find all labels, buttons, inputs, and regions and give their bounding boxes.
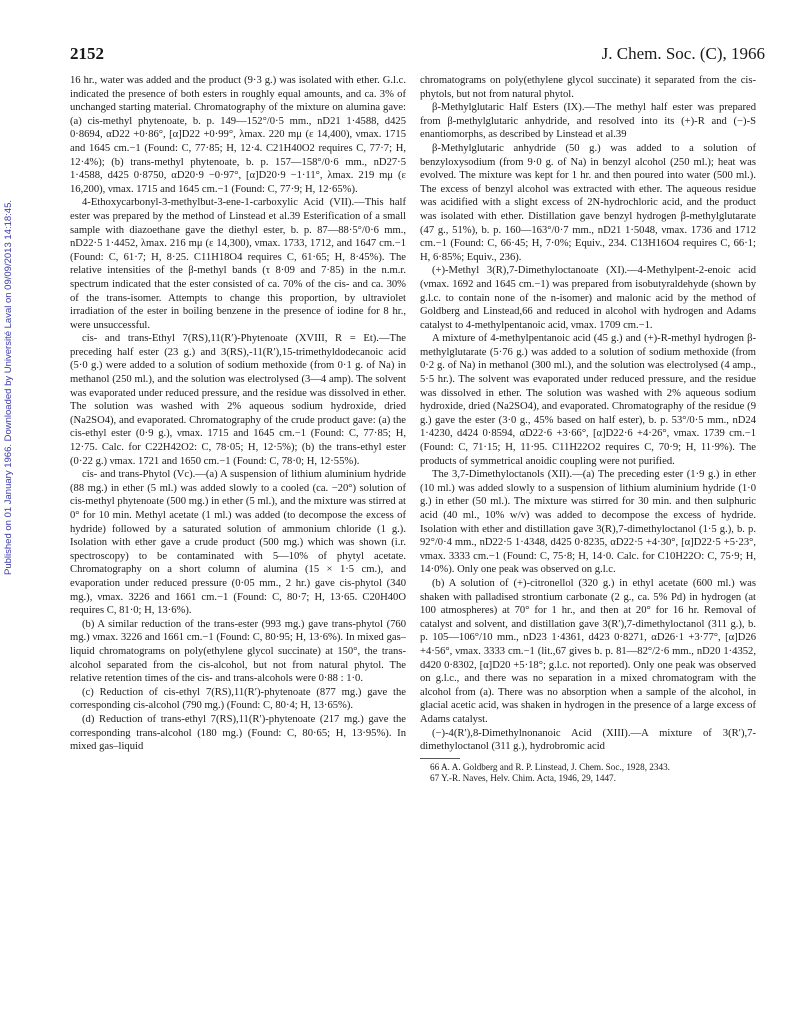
paragraph: β-Methylglutaric anhydride (50 g.) was added to a solution of benzyloxysodium (from 9·0 g. of Na) in benzyl alcohol (250 ml.); heat was evolved. The mixture was kept for 1 hr. and then poured into water (500 ml.). The excess of benzyl alcohol was extracted with ether. The aqueous residue was acidified with a slight excess of 2N-hydrochloric acid, and the product was isolated with ether. Distillation gave benzyl hydrogen β-methylglutarate (47 g., 51%), b. p. 160—163°/0·7 mm., nD21 1·5048, νmax. 1736 and 1712 cm.−1 (Found: C, 66·45; H, 7·0%; Equiv., 234. C13H16O4 requires C, 66·1; H, 6·85%; Equiv., 236). [420,142,756,263]
footnote-67: 67 Y.-R. Naves, Helv. Chim. Acta, 1946, 29, 1447. [430,773,616,784]
paragraph: 16 hr., water was added and the product (9·3 g.) was isolated with ether. G.l.c. indicated the presence of both esters in roughly equal amounts, and ca. 3% of unchanged starting material. Chromatography of the mixture on alumina gave: (a) cis-methyl phytenoate, b. p. 149—152°/0·5 mm., nD21 1·4588, d425 0·8694, αD22 +0·86°, [α]D22 +0·99°, λmax. 220 mμ (ε 14,400), νmax. 1715 and 1645 cm.−1 (Found: C, 77·85; H, 12·4. C21H40O2 requires C, 77·7; H, 12·4%); (b) trans-methyl phytenoate, b. p. 157—158°/0·6 mm., nD27·5 1·4588, d425 0·8750, αD20·9 −0·97°, [α]D20·9 −1·11°, λmax. 219 mμ (ε 16,200), νmax. 1715 and 1645 cm.−1 (Found: C, 77·9; H, 12·65%). [70,75,406,195]
paragraph: 4-Ethoxycarbonyl-3-methylbut-3-ene-1-carboxylic Acid (VII).—This half ester was prepared by the method of Linstead et al.39 Esterification of a small sample with diazoethane gave the diethyl ester, b. p. 87—88·5°/0·6 mm., nD22·5 1·4452, λmax. 216 mμ (ε 14,300), νmax. 1733, 1712, and 1647 cm.−1 (Found: C, 61·7; H, 8·25. C11H18O4 requires C, 61·65; H, 8·45%). The relative intensities of the β-methyl bands (τ 8·09 and 7·85) in the n.m.r. spectrum indicated that the ester consisted of ca. 70% of the cis- and ca. 30% of the trans-isomer. Attempts to change this proportion, by ultraviolet irradiation of the ester in boiling benzene in the presence of iodine for 8 hr., were unsuccessful. [70,197,406,331]
page-header [70,44,765,64]
right-column [420,74,756,1024]
paragraph: A mixture of 4-methylpentanoic acid (45 g.) and (+)-R-methyl hydrogen β-methylglutarate (5·76 g.) was added to a solution of sodium methoxide (from 0·2 g. of Na) in methanol (300 ml.), and the solution was electrolysed (4 amp., 5·5 hr.). The solvent was evaporated under reduced pressure, and the residue was dissolved in ether. The solution was washed with 2% aqueous sodium hydroxide, dried (Na2SO4), and evaporated. Chromatography of the residue (9 g.) gave the ester (3·0 g., 45% based on half ester), b. p. 53°/0·5 mm., nD24 1·4230, d424 0·8594, αD22·6 +3·66°, [α]D22·6 +4·26°, νmax. 1739 cm.−1 (Found: C, 71·15; H, 11·95. C11H22O2 requires C, 70·9; H, 11·9%). The products of symmetrical anoidic coupling were not purified. [420,333,756,467]
paragraph: (b) A similar reduction of the trans-ester (993 mg.) gave trans-phytol (760 mg.) νmax. 3226 and 1661 cm.−1 (Found: C, 80·95; H, 13·6%). In mixed gas–liquid chromatograms on poly(ethylene glycol succinate) at 150°, the trans-alcohol separated from the cis-alcohol, but not from natural phytol. The relative retention times of the cis- and trans-alcohols were 0·88 : 1·0. [70,618,406,685]
download-watermark [2,200,18,1000]
paragraph: chromatograms on poly(ethylene glycol succinate) it separated from the cis-phytols, but not from natural phytol. [420,75,756,100]
journal-citation: J. Chem. Soc. (C), 1966 [601,44,765,63]
paragraph: The 3,7-Dimethyloctanols (XII).—(a) The preceding ester (1·9 g.) in ether (10 ml.) was added slowly to a suspension of lithium aluminium hydride (1·0 g.) in ether (50 ml.). The mixture was stirred for 30 min. and then sulphuric acid (40 ml., 10% w/v) was added to decompose the excess of hydride. Isolation with ether and distillation gave 3(R),7-dimethyloctanol (1·5 g.), b. p. 92°/0·4 mm., nD22·5 1·4348, d425 0·8235, αD22·5 +4·30°, [α]D22·5 +5·23°, νmax. 3333 cm.−1 (Found: C, 75·8; H, 14·0. Calc. for C10H22O: C, 75·9; H, 14·0%). Only one peak was observed on g.l.c. [420,469,756,576]
footnote-66: 66 A. A. Goldberg and R. P. Linstead, J. Chem. Soc., 1928, 2343. [430,761,670,772]
left-column [70,74,406,1024]
paragraph: (+)-Methyl 3(R),7-Dimethyloctanoate (XI).—4-Methylpent-2-enoic acid (νmax. 1692 and 1645 cm.−1) was prepared from isobutyraldehyde (shown by g.l.c. to contain none of the n-isomer) and malonic acid by the method of Goldberg and Linstead,66 and reduced in alcohol with hydrogen and Adams catalyst to 4-methylpentanoic acid, νmax. 1709 cm.−1. [420,265,756,331]
footnote-rule [420,758,460,759]
paragraph: β-Methylglutaric Half Esters (IX).—The methyl half ester was prepared from β-methylglutaric anhydride, and resolved into its (+)-R and (−)-S enantiomorphs, as described by Linstead et al.39 [420,102,756,141]
paragraph: (−)-4(R′),8-Dimethylnonanoic Acid (XIII).—A mixture of 3(R′),7-dimethyloctanol (311 g.), hydrobromic acid [420,727,756,753]
paragraph: (d) Reduction of trans-ethyl 7(RS),11(R′)-phytenoate (217 mg.) gave the corresponding trans-alcohol (180 mg.) (Found: C, 80·65; H, 13·95%). In mixed gas–liquid [70,713,406,753]
page-number: 2152 [70,44,104,63]
paragraph: (b) A solution of (+)-citronellol (320 g.) in ethyl acetate (600 ml.) was shaken with palladised strontium carbonate (2 g., ca. 5% Pd) in hydrogen (at 100 atmospheres) at 70° for 1 hr., and then at 20° for 16 hr. Removal of catalyst and solvent, and distillation gave 3(R′),7-dimethyloctanol (311 g.), b. p. 105—106°/10 mm., nD23 1·4361, d423 0·8271, αD26·1 +3·77°, [α]D26 +4·56°, νmax. 3333 cm.−1 (lit.,67 gives b. p. 81—82°/2·6 mm., nD20 1·4352, d420 0·8302, [α]D20 +5·18°; g.l.c. not reported). Only one peak was observed on g.l.c., and there was no separation in a mixed chromatogram with the alcohol from (a). There was no absorption when a sample of the alcohol, in glacial acetic acid, was shaken in hydrogen in the presence of a large excess of Adams catalyst. [420,577,756,725]
paragraph: cis- and trans-Phytol (Vc).—(a) A suspension of lithium aluminium hydride (88 mg.) in ether (5 ml.) was added slowly to a cooled (ca. −20°) solution of cis-methyl phytenoate (500 mg.) in ether (5 ml.), and the mixture was stirred at 0° for 10 min. Methyl acetate (1 ml.) was added (to decompose the excess of hydride) followed by a saturated solution of ammonium chloride (1 g.). Isolation with ether gave a crude product (500 mg.) which was shown (i.r. spectroscopy) to be contaminated with 5—10% of phytyl acetate. Chromatography on a short column of alumina (15 × 1·5 cm.), and evaporation under reduced pressure (0·05 mm., 2 hr.) gave cis-phytol (340 mg.), νmax. 3226 and 1661 cm.−1 (Found: C, 80·7; H, 13·65. C20H40O requires C, 81·0; H, 13·6%). [70,469,406,617]
download-notice-text: Published on 01 January 1966. Downloaded by Université Laval on 09/09/2013 14:18:45. [3,200,14,575]
paragraph: (c) Reduction of cis-ethyl 7(RS),11(R′)-phytenoate (877 mg.) gave the corresponding cis-alcohol (790 mg.) (Found: C, 80·4; H, 13·65%). [70,686,406,712]
paragraph: cis- and trans-Ethyl 7(RS),11(R′)-Phytenoate (XVIII, R = Et).—The preceding half ester (23 g.) and 3(RS),-11(R′),15-trimethyldodecanoic acid (5·0 g.) were added to a solution of sodium methoxide (from 0·1 g. of Na) in methanol (250 ml.), and the solution was electrolysed (3—4 amp). The solvent was evaporated under reduced pressure, and the residue was dissolved in ether. The solution was washed with 2% aqueous sodium hydroxide, dried (Na2SO4), and evaporated. Chromatography of the crude product gave: (a) the cis-ethyl ester (0·9 g.), νmax. 1715 and 1645 cm.−1 (Found: C, 77·85; H, 12·75. Calc. for C22H42O2: C, 78·05; H, 12·5%); (b) the trans-ethyl ester (0·22 g.) νmax. 1721 and 1650 cm.−1 (Found: C, 78·0; H, 12·55%). [70,333,406,467]
